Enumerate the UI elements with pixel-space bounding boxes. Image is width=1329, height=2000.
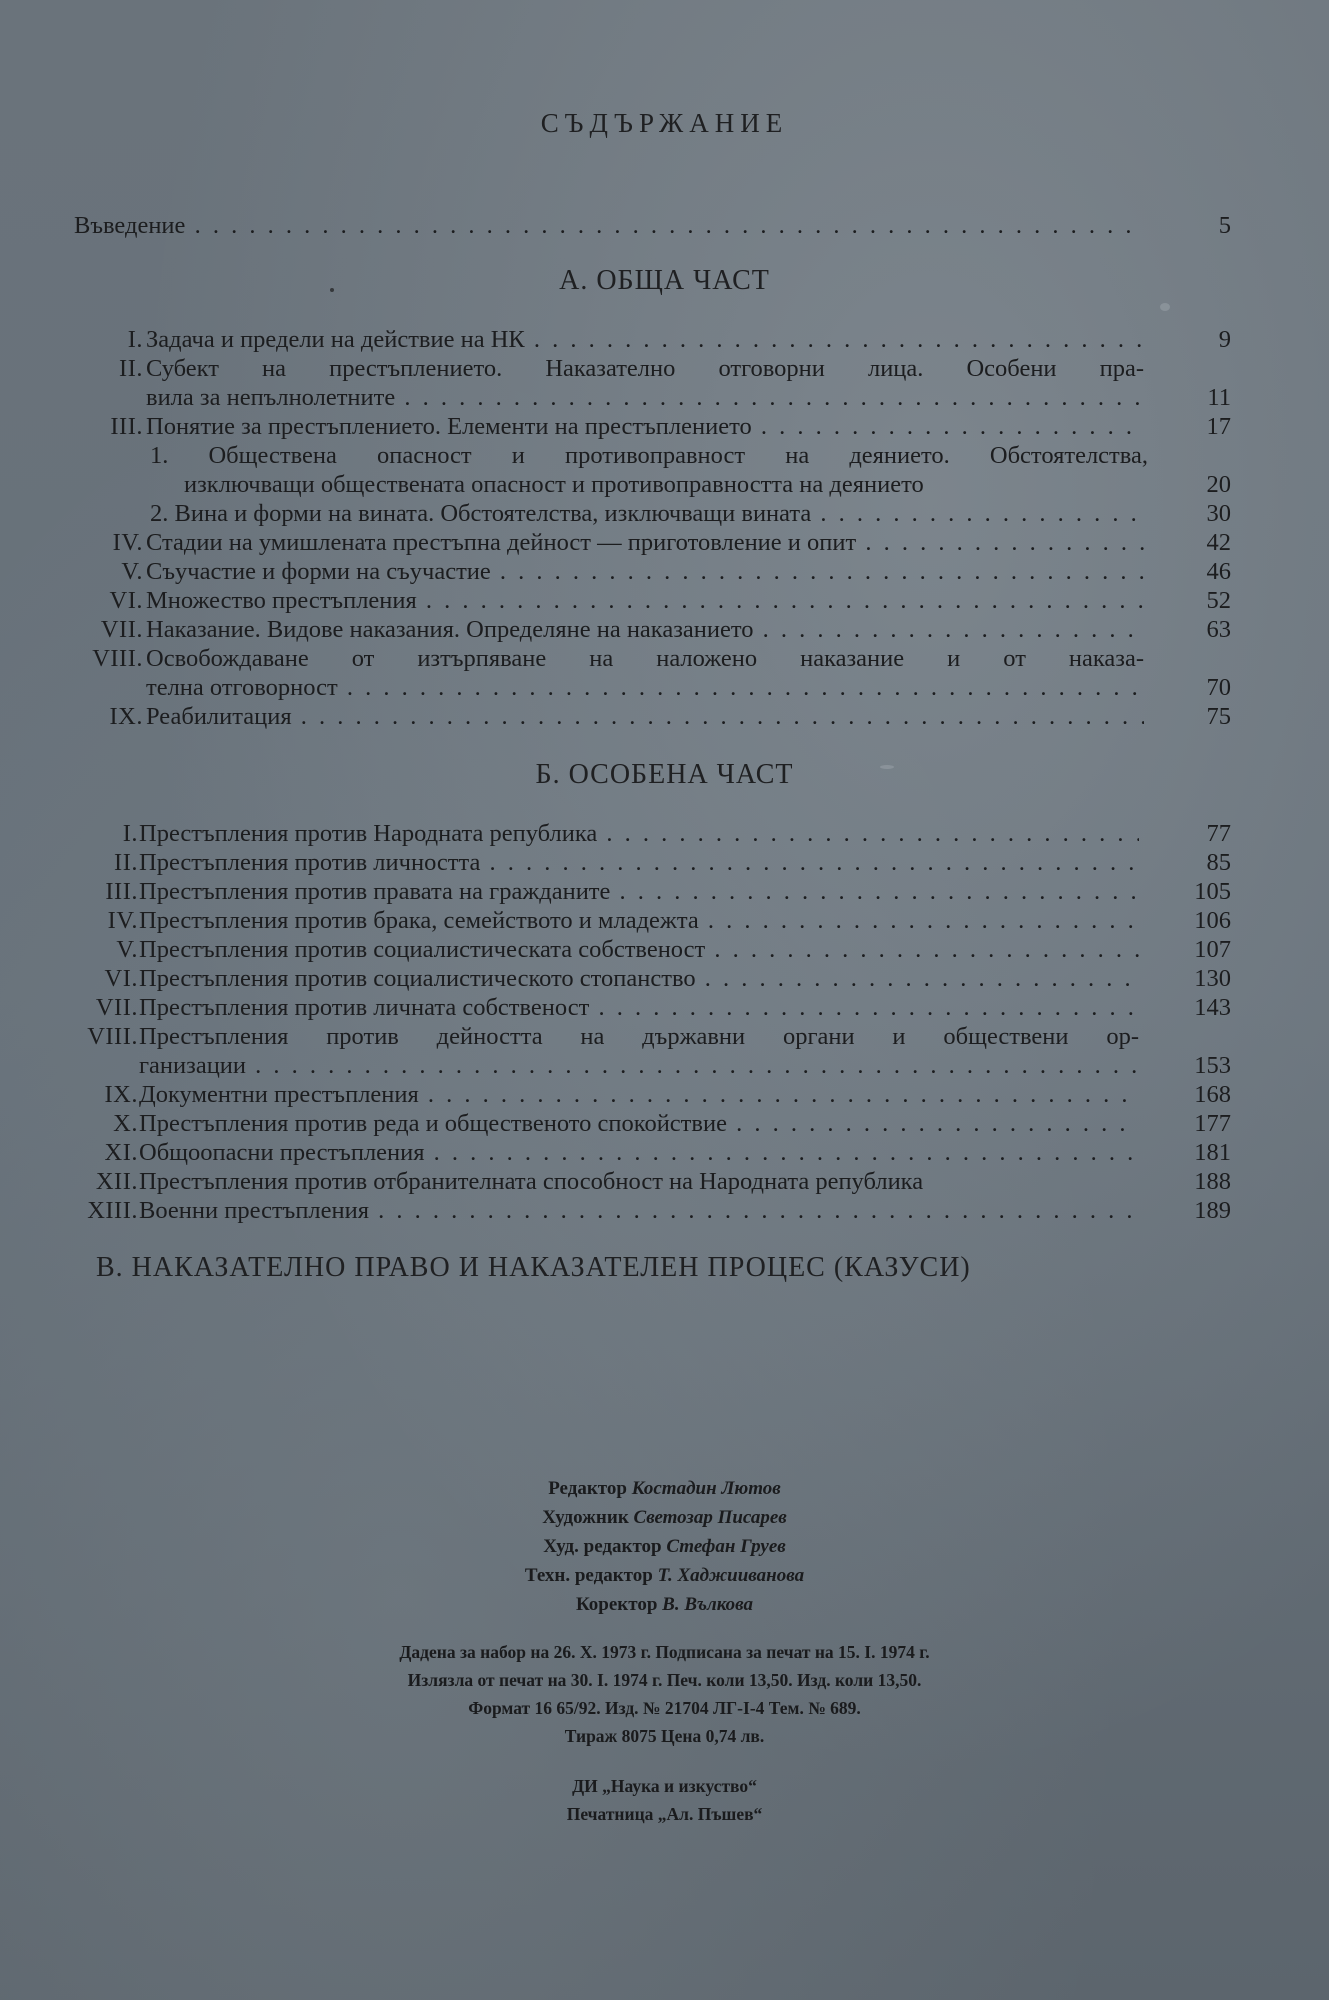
toc-entry: I. Престъпления против Народната република . . . 77 [0,820,1329,848]
toc-entry: VI. Множество престъпления . . . 52 [0,587,1329,615]
toc-entry: XII. Престъпления против отбранителната способност на Народната република 188 [95,1168,1231,1195]
toc-entry: II. Престъпления против личността . . . 85 [0,849,1329,877]
credit-editor: Редактор Костадин Лютов [548,1478,781,1499]
toc-entry: IV. Престъпления против брака, семейството и младежта . . . 106 [0,907,1329,935]
imprint-line: Формат 16 65/92. Изд. № 21704 ЛГ-I-4 Тем. № 689. [468,1698,861,1718]
toc-entry: VII. Наказание. Видове наказания. Определяне на наказанието . . . 63 [0,616,1329,644]
section-b-title: Б. ОСОБЕНА ЧАСТ [535,759,794,790]
credit-proofreader: Коректор В. Вълкова [575,1594,754,1615]
toc-entry-page: 5 [1218,212,1231,239]
toc-entry: III. Понятие за престъплението. Елементи на престъплението . . . 17 [0,413,1329,441]
toc-subentry: 1. Обществена опасност и противоправност на деянието. Обстоятелства, [150,442,1148,469]
toc-subentry: 2. Вина и форми на вината. Обстоятелства, изключващи вината . . . 30 [0,500,1329,528]
credit-tech-editor: Техн. редактор Т. Хаджииванова [524,1565,805,1586]
credit-art-editor: Худ. редактор Стефан Груев [543,1536,786,1557]
publisher: ДИ „Наука и изкуство“ [572,1776,757,1796]
toc-entry-continuation: вила за непълнолетните . . . 11 [0,384,1329,412]
toc-entry: XI. Общоопасни престъпления . . . 181 [0,1139,1329,1167]
imprint-line: Тираж 8075 Цена 0,74 лв. [564,1726,765,1746]
toc-entry: VII. Престъпления против личната собственост . . . 143 [0,994,1329,1022]
toc-entry: I. Задача и предели на действие на НК . . . 9 [0,326,1329,354]
paper-spot [330,288,334,292]
toc-subentry-continuation: изключващи обществената опасност и противоправността на деянието 20 [184,471,1231,498]
toc-entry: III. Престъпления против правата на гражданите . . . 105 [0,878,1329,906]
toc-entry: X. Престъпления против реда и общественото спокойствие . . . 177 [0,1110,1329,1138]
toc-entry: VI. Престъпления против социалистическото стопанство . . . 130 [0,965,1329,993]
toc-entry: V. Съучастие и форми на съучастие . . . 46 [0,558,1329,586]
toc-entry: VIII. Освобождаване от изтърпяване на наложено наказание и от наказа- [92,645,1144,672]
section-v-title: В. НАКАЗАТЕЛНО ПРАВО И НАКАЗАТЕЛЕН ПРОЦЕС (КАЗУСИ) [96,1252,971,1283]
credit-artist: Художник Светозар Писарев [542,1507,787,1528]
toc-entry: XIII. Военни престъпления . . . 189 [0,1197,1329,1225]
toc-entry: IX. Реабилитация . . . 75 [0,703,1329,731]
paper-spot [880,765,894,769]
imprint-line: Дадена за набор на 26. X. 1973 г. Подписана за печат на 15. I. 1974 г. [399,1642,930,1662]
toc-entry-introduction [0,212,1329,240]
toc-entry-continuation: телна отговорност . . . 70 [0,674,1329,702]
page-title: СЪДЪРЖАНИЕ [540,108,789,138]
paper-spot [1160,303,1170,311]
toc-entry: II. Субект на престъплението. Наказателно отговорни лица. Особени пра- [119,355,1144,382]
toc-entry: IV. Стадии на умишлената престъпна дейност — приготовление и опит . . . 42 [0,529,1329,557]
toc-entry: V. Престъпления против социалистическата собственост . . . 107 [0,936,1329,964]
toc-entry: VIII. Престъпления против дейността на държавни органи и обществени ор- [87,1023,1139,1050]
toc-entry-continuation: ганизации . . . 153 [0,1052,1329,1080]
section-a-title: А. ОБЩА ЧАСТ [559,265,770,296]
printing-house: Печатница „Ал. Пъшев“ [566,1804,763,1824]
toc-entry-title: Въведение . . . [74,212,1144,240]
toc-entry: IX. Документни престъпления . . . 168 [0,1081,1329,1109]
imprint-line: Излязла от печат на 30. I. 1974 г. Печ. коли 13,50. Изд. коли 13,50. [407,1670,922,1690]
